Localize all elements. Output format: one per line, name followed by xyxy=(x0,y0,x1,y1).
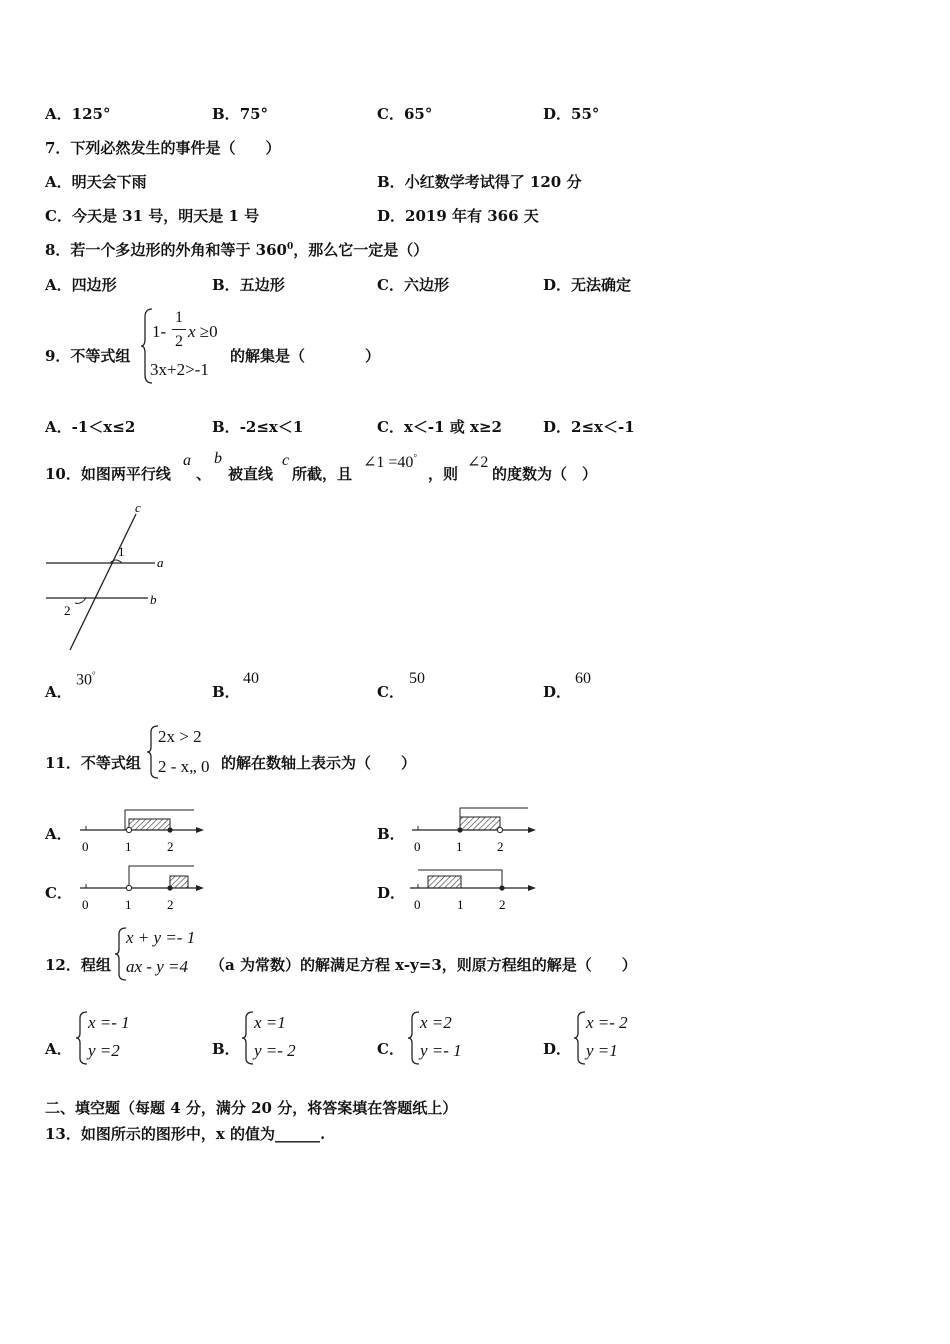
q11-option-a: A． xyxy=(45,825,72,843)
line-c xyxy=(70,514,136,650)
q10-option-b-value: 40 xyxy=(243,670,259,687)
q10-stem-2: 被直线 xyxy=(228,465,274,483)
q8-option-d: D．无法确定 xyxy=(543,276,632,294)
q10-option-d-value: 60 xyxy=(575,670,591,687)
q11-stem-post: 的解在数轴上表示为（ ） xyxy=(221,754,417,772)
q12-option-d-line1: x =- 2 xyxy=(586,1013,628,1032)
q9-frac-den: 2 xyxy=(175,333,183,350)
q10-option-c: C． xyxy=(377,683,404,701)
q9-stem-post: 的解集是（ ） xyxy=(230,347,381,365)
q10-var-a: a xyxy=(183,452,191,469)
q12-option-a: A． xyxy=(45,1040,72,1058)
fig-label-2: 2 xyxy=(64,603,71,618)
fig-label-a: a xyxy=(157,555,164,570)
q7-option-d: D．2019 年有 366 天 xyxy=(377,207,539,225)
q7-option-b: B．小红数学考试得了 120 分 xyxy=(377,173,582,191)
q8-option-b: B．五边形 xyxy=(212,276,285,294)
q8-stem: 8．若一个多边形的外角和等于 $360^0$，那么它一定是（） xyxy=(45,241,429,259)
svg-text:1: 1 xyxy=(125,897,132,912)
q12-option-d-brace-icon xyxy=(573,1010,587,1066)
q11-numberline-b xyxy=(404,802,544,857)
q7-option-a: A．明天会下雨 xyxy=(45,173,147,191)
q12-stem-post: （a 为常数）的解满足方程 x-y=3，则原方程组的解是（ ） xyxy=(210,956,637,974)
q10-angle1: ∠1 =40° xyxy=(363,452,418,471)
q10-stem-5: 的度数为（ ） xyxy=(492,465,598,483)
q12-option-c-line2: y =- 1 xyxy=(420,1041,462,1060)
q8-option-a: A．四边形 xyxy=(45,276,117,294)
q6-option-a: A．125° xyxy=(45,105,111,123)
q7-stem: 7．下列必然发生的事件是（ ） xyxy=(45,139,281,157)
q10-stem-4: ，则 xyxy=(428,465,459,483)
svg-text:1: 1 xyxy=(456,839,463,854)
svg-text:0: 0 xyxy=(414,839,421,854)
q9-system-line1b: x ≥0 xyxy=(188,322,218,341)
q12-option-c: C． xyxy=(377,1040,404,1058)
q10-option-a: A． xyxy=(45,683,72,701)
q12-option-a-line2: y =2 xyxy=(88,1041,120,1060)
q10-option-d: D． xyxy=(543,683,572,701)
q11-option-c: C． xyxy=(45,884,72,902)
svg-text:1: 1 xyxy=(457,897,464,912)
q9-frac-bar xyxy=(172,329,186,330)
q12-stem-pre: 12．程组 xyxy=(45,956,111,974)
q10-figure xyxy=(40,500,180,655)
q9-frac-num: 1 xyxy=(175,309,183,326)
q9-option-c: C．x＜-1 或 x≥2 xyxy=(377,418,502,436)
fig-label-c: c xyxy=(135,500,141,515)
q9-system-line1: 1- xyxy=(152,322,167,341)
q12-option-c-brace-icon xyxy=(407,1010,421,1066)
q12-option-b-line1: x =1 xyxy=(254,1013,286,1032)
q8-option-c: C．六边形 xyxy=(377,276,449,294)
q12-option-c-line1: x =2 xyxy=(420,1013,452,1032)
q13-blank: ______ xyxy=(275,1125,321,1143)
q10-var-b: b xyxy=(214,450,222,467)
q12-option-a-brace-icon xyxy=(75,1010,89,1066)
q10-option-c-value: 50 xyxy=(409,670,425,687)
svg-text:1: 1 xyxy=(125,839,132,854)
q11-numberline-d xyxy=(404,860,544,915)
svg-text:2: 2 xyxy=(497,839,504,854)
q12-system-line1: x + y =- 1 xyxy=(126,928,196,947)
q11-option-b: B． xyxy=(377,825,405,843)
q9-system-line2: 3x+2>-1 xyxy=(150,360,209,379)
q9-stem-pre: 9．不等式组 xyxy=(45,347,131,365)
q9-option-a: A．-1＜x≤2 xyxy=(45,418,136,436)
q6-option-b: B．75° xyxy=(212,105,269,123)
q12-option-d: D． xyxy=(543,1040,572,1058)
q7-option-c: C．今天是 31 号，明天是 1 号 xyxy=(45,207,260,225)
svg-text:2: 2 xyxy=(167,897,174,912)
q12-system-line2: ax - y =4 xyxy=(126,957,188,976)
fig-label-b: b xyxy=(150,592,157,607)
q9-option-d: D．2≤x＜-1 xyxy=(543,418,635,436)
q11-numberline-a xyxy=(72,802,212,857)
svg-text:0: 0 xyxy=(414,897,421,912)
svg-text:0: 0 xyxy=(82,839,89,854)
svg-text:0: 0 xyxy=(82,897,89,912)
q6-option-c: C．65° xyxy=(377,105,433,123)
q10-sep: 、 xyxy=(196,465,212,483)
q10-option-a-value: 30° xyxy=(76,670,96,689)
q10-option-b: B． xyxy=(212,683,240,701)
svg-text:2: 2 xyxy=(167,839,174,854)
q10-var-c: c xyxy=(282,452,290,469)
q9-option-b: B．-2≤x＜1 xyxy=(212,418,304,436)
q11-stem-pre: 11．不等式组 xyxy=(45,754,141,772)
q12-option-d-line2: y =1 xyxy=(586,1041,618,1060)
q11-numberline-c xyxy=(72,860,212,915)
fig-label-1: 1 xyxy=(118,544,125,559)
q11-system-line2: 2 - x„ 0 xyxy=(158,757,210,776)
q10-stem-3: 所截，且 xyxy=(292,465,353,483)
q12-option-b-brace-icon xyxy=(241,1010,255,1066)
svg-text:2: 2 xyxy=(499,897,506,912)
q10-stem-1: 10．如图两平行线 xyxy=(45,465,171,483)
q10-angle2: ∠2 xyxy=(467,454,489,471)
section2-heading: 二、填空题（每题 4 分，满分 20 分，将答案填在答题纸上） xyxy=(45,1099,458,1117)
q13-stem: 13．如图所示的图形中，x 的值为______. xyxy=(45,1125,326,1143)
q11-option-d: D． xyxy=(377,884,406,902)
q11-system-line1: 2x > 2 xyxy=(158,727,202,746)
q12-option-b-line2: y =- 2 xyxy=(254,1041,296,1060)
q6-option-d: D．55° xyxy=(543,105,600,123)
q12-option-a-line1: x =- 1 xyxy=(88,1013,130,1032)
q12-option-b: B． xyxy=(212,1040,240,1058)
